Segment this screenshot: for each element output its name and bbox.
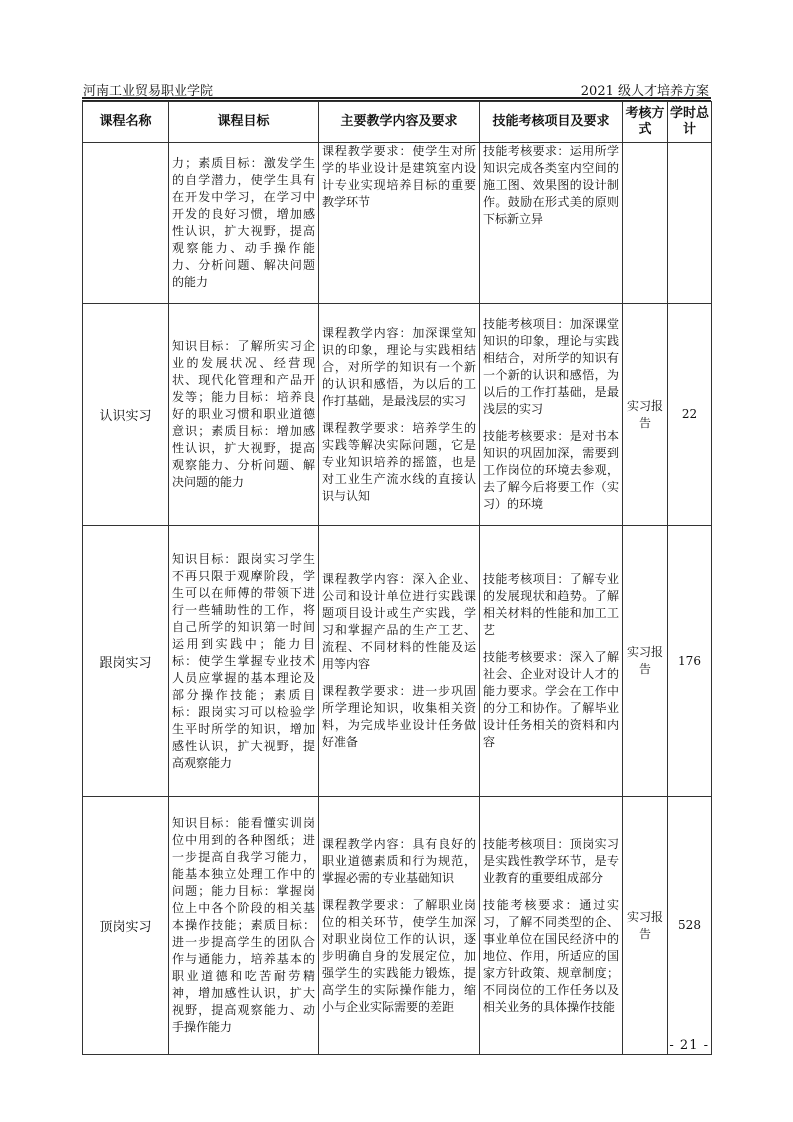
skill-cell <box>480 304 623 526</box>
course-name-cell: 顶岗实习 <box>83 797 169 1055</box>
course-name-cell: 跟岗实习 <box>83 526 169 797</box>
course-goal-cell: 知识目标：了解所实习企业的发展状况、经营现状、现代化管理和产品开发等；能力目标：培养良好的职业习惯和职业道德意识；素质目标：增加感性认识，扩大视野，提高观察能力、分析问题、解决问题的能力 <box>169 304 319 526</box>
course-table <box>82 101 712 1055</box>
column-header-hours: 学时总计 <box>668 102 712 143</box>
column-header-content: 主要教学内容及要求 <box>319 102 480 143</box>
skill-paragraph: 技能考核要求：运用所学知识完成各类室内空间的施工图、效果图的设计制作。鼓励在形式美的原则下标新立异 <box>483 144 619 226</box>
header-school-name: 河南工业贸易职业学院 <box>83 84 214 99</box>
method-cell: 实习报告 <box>623 526 668 797</box>
skill-cell <box>480 526 623 797</box>
column-header-skill: 技能考核项目及要求 <box>480 102 623 143</box>
content-cell <box>319 526 480 797</box>
method-cell <box>623 143 668 304</box>
skill-paragraph: 技能考核项目：顶岗实习是实践性教学环节，是专业教育的重要组成部分 <box>483 836 619 885</box>
course-goal-cell: 力；素质目标：激发学生的自学潜力，使学生具有在开发中学习，在学习中开发的良好习惯，增加感性认识，扩大视野，提高观察能力、动手操作能力、分析问题、解决问题的能力 <box>169 143 319 304</box>
course-goal-cell: 知识目标：跟岗实习学生不再只限于观摩阶段，学生可以在师傅的带领下进行一些辅助性的工作，将自己所学的知识第一时间运用到实践中；能力目标：使学生掌握专业技术人员应掌握的基本理论及部分操作技能；素质目标：跟岗实习可以检验学生平时所学的知识，增加感性认识，扩大视野，提高观察能力 <box>169 526 319 797</box>
content-paragraph: 课程教学内容：具有良好的职业道德素质和行为规范，掌握必需的专业基础知识 <box>322 836 476 885</box>
content-paragraph: 课程教学要求：培养学生的实践等解决实际问题，它是专业知识培养的摇篮，也是对工业生产流水线的直接认识与认知 <box>322 420 476 503</box>
content-paragraph: 课程教学内容：深入企业、公司和设计单位进行实践课题项目设计或生产实践，学习和掌握产品的生产工艺、流程、不同材料的性能及运用等内容 <box>322 572 476 671</box>
hours-cell: 176 <box>668 526 712 797</box>
column-header-method: 考核方式 <box>623 102 668 143</box>
content-cell <box>319 304 480 526</box>
table-row <box>83 797 712 1055</box>
page-number: - 21 - <box>669 1038 709 1053</box>
table-row <box>83 143 712 304</box>
content-paragraph: 课程教学内容：加深课堂知识的印象，理论与实践相结合，对所学的知识有一个新的认识和感悟，为以后的工作打基础，是最浅层的实习 <box>322 325 476 408</box>
header-plan-title: 2021 级人才培养方案 <box>580 84 709 99</box>
content-paragraph: 课程教学要求：了解职业岗位的相关环节，使学生加深对职业岗位工作的认识，逐步明确自身的发展定位，加强学生的实践能力锻炼，提高学生的实际操作能力，缩小与企业实际需要的差距 <box>322 897 476 1014</box>
hours-cell: 528 <box>668 797 712 1055</box>
column-header-course-goal: 课程目标 <box>169 102 319 143</box>
skill-paragraph: 技能考核要求：深入了解社会、企业对设计人才的能力要求。学会在工作中的分工和协作。了解毕业设计任务相关的资料和内容 <box>483 650 619 749</box>
method-cell: 实习报告 <box>623 304 668 526</box>
column-header-course-name: 课程名称 <box>83 102 169 143</box>
content-cell <box>319 797 480 1055</box>
hours-cell <box>668 143 712 304</box>
course-name-cell <box>83 143 169 304</box>
content-cell <box>319 143 480 304</box>
content-paragraph: 课程教学要求：使学生对所学的毕业设计是建筑室内设计专业实现培养目标的重要教学环节 <box>322 144 476 209</box>
skill-cell <box>480 797 623 1055</box>
course-goal-cell: 知识目标：能看懂实训岗位中用到的各种图纸；进一步提高自我学习能力，能基本独立处理工作中的问题；能力目标：掌握岗位上中各个阶段的相关基本操作技能；素质目标：进一步提高学生的团队合作与通能力，培养基本的职业道德和吃苦耐劳精神，增加感性认识，扩大视野，提高观察能力、动手操作能力 <box>169 797 319 1055</box>
skill-paragraph: 技能考核项目：加深课堂知识的印象，理论与实践相结合，对所学的知识有一个新的认识和感悟，为以后的工作打基础，是最浅层的实习 <box>483 317 619 416</box>
skill-paragraph: 技能考核要求：是对书本知识的巩固加深，需要到工作岗位的环境去参观，去了解今后将要工作（实习）的环境 <box>483 429 619 511</box>
hours-cell: 22 <box>668 304 712 526</box>
content-paragraph: 课程教学要求：进一步巩固所学理论知识，收集相关资料，为完成毕业设计任务做好准备 <box>322 684 476 749</box>
course-name-cell: 认识实习 <box>83 304 169 526</box>
skill-paragraph: 技能考核要求：通过实习，了解不同类型的企、事业单位在国民经济中的地位、作用，所适应的国家方针政策、规章制度；不同岗位的工作任务以及相关业务的具体操作技能 <box>483 897 619 1014</box>
skill-cell <box>480 143 623 304</box>
header-divider <box>82 97 711 99</box>
method-cell: 实习报告 <box>623 797 668 1055</box>
table-row <box>83 304 712 526</box>
skill-paragraph: 技能考核项目：了解专业的发展现状和趋势。了解相关材料的性能和加工工艺 <box>483 572 619 637</box>
table-header-row <box>83 102 712 143</box>
table-row <box>83 526 712 797</box>
